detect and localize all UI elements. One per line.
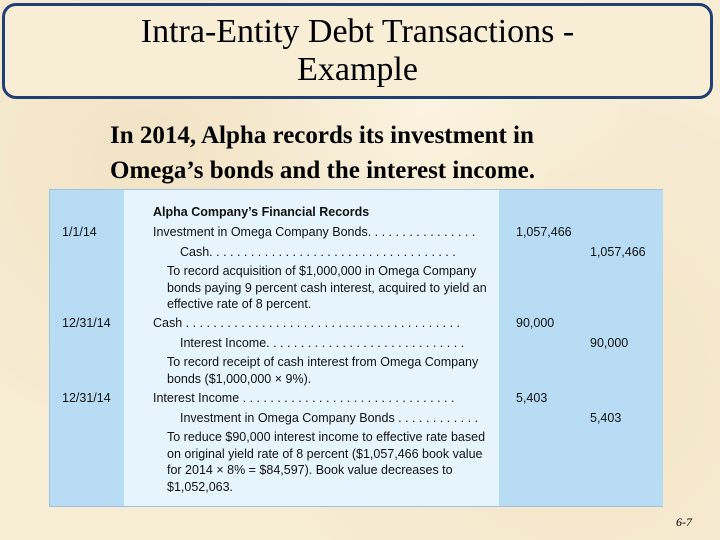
entry-3-debit-amount: 5,403	[516, 391, 548, 405]
entry-1-note: To record acquisition of $1,000,000 in Omega Company bonds paying 9 percent cash interest, acquired to yield an effective rate of 8 percent.	[167, 264, 487, 312]
entry-1-debit-account: Investment in Omega Company Bonds. . . . . . . . . . . . . . . .	[153, 225, 476, 239]
entry-2-credit-amount: 90,000	[590, 336, 629, 350]
page-number: 6-7	[676, 515, 692, 529]
entry-2-note: To record receipt of cash interest from Omega Company bonds ($1,000,000 × 9%).	[167, 355, 479, 386]
slide-title-line-2: Example	[297, 51, 418, 88]
entry-2-credit-account: Interest Income. . . . . . . . . . . . . . . . . . . . . . . . . . . . .	[180, 336, 465, 350]
entry-3-credit-amount: 5,403	[590, 411, 622, 425]
entry-3-debit-account: Interest Income . . . . . . . . . . . . . . . . . . . . . . . . . . . . . . .	[153, 391, 455, 405]
entry-1-credit-account: Cash. . . . . . . . . . . . . . . . . . . . . . . . . . . . . . . . . . . .	[180, 245, 456, 259]
entry-2-date: 12/31/14	[62, 316, 111, 330]
entry-1-debit-amount: 1,057,466	[516, 225, 572, 239]
entry-3-credit-account: Investment in Omega Company Bonds . . . . . . . . . . . .	[180, 411, 479, 425]
journal-entries-table	[49, 189, 663, 507]
entry-1-date: 1/1/14	[62, 225, 97, 239]
entry-3-note: To reduce $90,000 interest income to effective rate based on original yield rate of 8 percent ($1,057,466 book value for 2014 × 8% = $84,597). Book value decreases to $1,052,063.	[167, 430, 486, 494]
entry-2-debit-amount: 90,000	[516, 316, 555, 330]
table-header: Alpha Company’s Financial Records	[153, 205, 370, 219]
slide-subtitle-line-1: In 2014, Alpha records its investment in	[110, 122, 534, 149]
slide-title-box	[2, 3, 713, 99]
entry-1-credit-amount: 1,057,466	[590, 245, 646, 259]
entry-3-date: 12/31/14	[62, 391, 111, 405]
slide-subtitle	[110, 118, 670, 188]
slide-title-line-1: Intra-Entity Debt Transactions -	[140, 13, 575, 50]
slide-subtitle-line-2: Omega’s bonds and the interest income.	[110, 157, 535, 184]
entry-2-debit-account: Cash . . . . . . . . . . . . . . . . . . . . . . . . . . . . . . . . . . . . . . . .	[153, 316, 461, 330]
